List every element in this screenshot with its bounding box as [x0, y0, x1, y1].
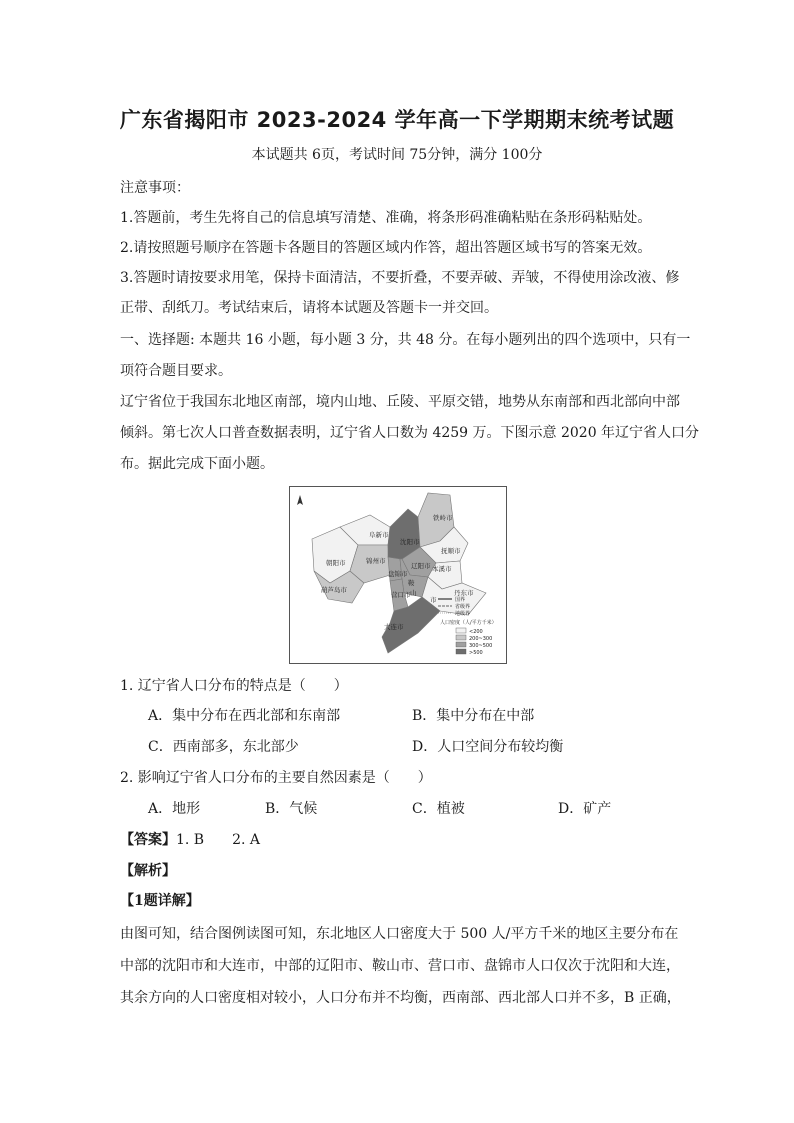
map-label-shenyang: 沈阳市: [400, 538, 420, 546]
notice-item-3b: 正带、刮纸刀。考试结束后，请将本试题及答题卡一并交回。: [120, 300, 498, 316]
notice-item-1: 1.答题前，考生先将自己的信息填写清楚、准确，将条形码准确粘贴在条形码粘贴处。: [120, 210, 652, 226]
detail-heading: 【1题详解】: [120, 893, 200, 909]
legend-boundary-province: 省级界: [455, 604, 471, 610]
section-heading-line1: 一、选择题: 本题共 16 小题，每小题 3 分，共 48 分。在每小题列出的四个选项中，只有一: [120, 332, 691, 348]
map-label-dandong: 丹东市: [454, 589, 474, 597]
map-legend-density: [440, 619, 497, 656]
map-label-anshan-3: 市: [430, 596, 437, 604]
q2-option-b: B．气候: [265, 801, 318, 817]
answer-row: [120, 830, 260, 850]
intro-line-1: 辽宁省位于我国东北地区南部，境内山地、丘陵、平原交错，地势从东南部和西北部向中部: [120, 394, 680, 410]
q2-stem: 2. 影响辽宁省人口分布的主要自然因素是（ ）: [120, 770, 432, 786]
exam-info: 本试题共 6页，考试时间 75分钟，满分 100分: [251, 147, 543, 163]
map-label-fushun: 抚顺市: [441, 547, 461, 555]
legend-item-4: >500: [469, 650, 483, 656]
q2-option-c: C．植被: [412, 801, 465, 817]
q2-option-a: A．地形: [148, 801, 201, 817]
map-label-chaoyang: 朝阳市: [326, 559, 346, 567]
map-label-tieling: 铁岭市: [433, 514, 453, 522]
legend-boundary-prefecture: 地级界: [455, 611, 471, 617]
intro-line-2: 倾斜。第七次人口普查数据表明，辽宁省人口数为 4259 万。下图示意 2020 年辽宁省人口分: [120, 425, 700, 441]
legend-item-3: 300~500: [469, 643, 493, 649]
legend-boundary-national: 国界: [455, 597, 466, 603]
notice-item-2: 2.请按照题号顺序在答题卡各题目的答题区域内作答，超出答题区域书写的答案无效。: [120, 240, 652, 256]
legend-title: 人口密度（人/平方千米）: [440, 620, 497, 626]
map-label-huludao: 葫芦岛市: [321, 586, 347, 594]
q1-option-c: C．西南部多，东北部少: [148, 739, 299, 755]
north-arrow-icon: [297, 495, 303, 505]
q1-option-d: D．人口空间分布较均衡: [412, 739, 564, 755]
map-label-anshan-2: 山: [410, 589, 417, 597]
page-title: 广东省揭阳市 2023-2024 学年高一下学期期末统考试题: [119, 108, 675, 132]
legend-item-1: <200: [469, 629, 483, 635]
detail-line-2: 中部的沈阳市和大连市，中部的辽阳市、鞍山市、营口市、盘锦市人口仅次于沈阳和大连，: [120, 958, 680, 974]
detail-line-1: 由图可知，结合图例读图可知，东北地区人口密度大于 500 人/平方千米的地区主要分布在: [120, 926, 679, 942]
map-label-panjin: 盘锦市: [388, 570, 408, 578]
intro-line-3: 布。据此完成下面小题。: [120, 456, 274, 472]
notice-heading: 注意事项：: [120, 180, 190, 196]
map-label-jinzhou: 锦州市: [366, 557, 386, 565]
map-svg: [290, 487, 506, 663]
legend-item-2: 200~300: [469, 636, 493, 642]
map-label-fuxin: 阜新市: [369, 531, 389, 539]
analysis-heading: 【解析】: [120, 863, 176, 879]
q1-option-a: A．集中分布在西北部和东南部: [148, 708, 341, 724]
notice-item-3a: 3.答题时请按要求用笔，保持卡面清洁，不要折叠，不要弄破、弄皱，不得使用涂改液、修: [120, 270, 680, 286]
q1-stem: 1. 辽宁省人口分布的特点是（ ）: [120, 678, 348, 694]
answer-label: 【答案】: [120, 832, 176, 848]
map-label-anshan-1: 鞍: [408, 579, 415, 587]
map-label-dalian: 大连市: [384, 623, 404, 631]
liaoning-population-map: [289, 486, 507, 664]
map-label-benxi: 本溪市: [432, 565, 452, 573]
q1-option-b: B．集中分布在中部: [412, 708, 535, 724]
q2-option-d: D．矿产: [558, 801, 612, 817]
map-label-yingkou: 营口市: [391, 591, 411, 599]
answer-value: 1. B 2. A: [176, 832, 261, 848]
section-heading-line2: 项符合题目要求。: [120, 363, 232, 379]
map-label-liaoyang: 辽阳市: [411, 562, 431, 570]
detail-line-3: 其余方向的人口密度相对较小，人口分布并不均衡，西南部、西北部人口并不多，B 正确，: [120, 990, 681, 1006]
